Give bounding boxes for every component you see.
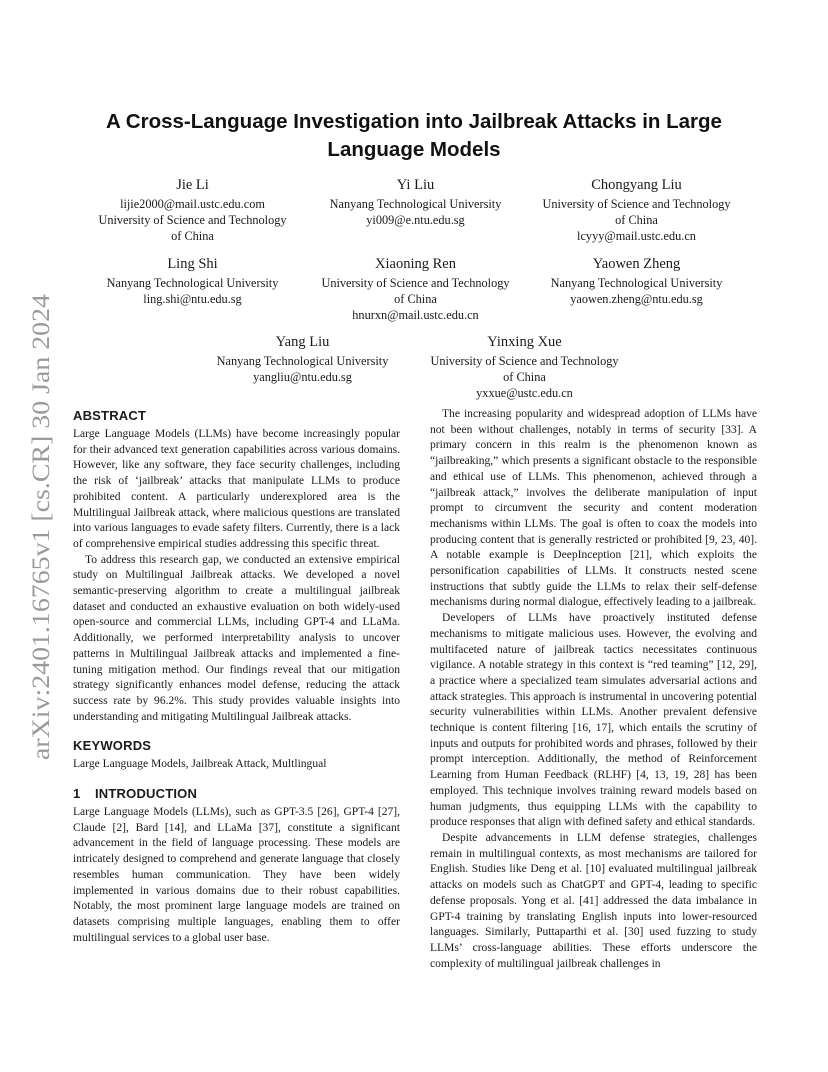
author-name: Yaowen Zheng bbox=[592, 256, 681, 272]
abstract-heading: ABSTRACT bbox=[73, 408, 147, 423]
author-affiliation: Nanyang Technological University bbox=[106, 276, 279, 290]
right-column bbox=[430, 407, 757, 972]
author-affiliation: University of Science and Technology bbox=[321, 276, 510, 290]
author-email: hnurxn@mail.ustc.edu.cn bbox=[352, 308, 479, 322]
author-email: lijie2000@mail.ustc.edu.com bbox=[120, 197, 265, 211]
author-email: yaowen.zheng@ntu.edu.sg bbox=[570, 292, 703, 306]
author-name: Xiaoning Ren bbox=[375, 256, 456, 272]
author-affiliation-cont: of China bbox=[615, 213, 658, 227]
author-name: Chongyang Liu bbox=[591, 177, 682, 193]
abstract-paragraph-1: Large Language Models (LLMs) have become increasingly popular for their advanced text generation capabilities across various domains. However, like any software, they face security challenges, including the risk of ‘jailbreak’ attacks that manipulate LLMs to produce prohibited content. A particularly underexplored area is the Multilingual Jailbreak attack, where malicious questions are translated into various languages to evade safety filters. Currently, there is a lack of comprehensive empirical studies addressing this specific threat. bbox=[73, 428, 400, 550]
author-affiliation: University of Science and Technology bbox=[98, 213, 287, 227]
author-email: yxxue@ustc.edu.cn bbox=[476, 386, 573, 400]
paper-title: A Cross-Language Investigation into Jailbreak Attacks in Large Language Models bbox=[106, 110, 722, 161]
introduction-heading bbox=[73, 785, 400, 803]
author-5 bbox=[303, 254, 528, 323]
author-affiliation: Nanyang Technological University bbox=[216, 354, 389, 368]
author-email: lcyyy@mail.ustc.edu.cn bbox=[577, 229, 696, 243]
author-6 bbox=[524, 254, 749, 307]
keywords-heading: KEYWORDS bbox=[73, 738, 152, 754]
author-email: yi009@e.ntu.edu.sg bbox=[366, 213, 465, 227]
author-name: Yi Liu bbox=[396, 177, 435, 193]
author-affiliation-cont: of China bbox=[171, 229, 214, 243]
left-column bbox=[73, 407, 400, 946]
right-paragraph-1: The increasing popularity and widespread adoption of LLMs have not been without challenges, notably in terms of security [33]. A primary concern in this realm is the phenomenon known as “jailbreaking,” which presents a significant obstacle to the responsible and ethical use of LLMs. This phenomenon, achieved through a “jailbreak attack,” involves the deliberate manipulation of input prompt to circumvent the security and content moderation mechanisms within LLMs. The goal is often to coax the models into producing content that is generally restricted or prohibited [9, 23, 40]. A notable example is DeepInception [21], which exploits the personification capabilities of LLMs. It constructs nested scene instructions that subtly guide the LLMs to relax their self-defense mechanisms during normal dialogue, effectively leading to a jailbreak. bbox=[430, 408, 757, 609]
arxiv-watermark-text: arXiv:2401.16765v1 [cs.CR] 30 Jan 2024 bbox=[28, 341, 55, 760]
right-paragraph-2: Developers of LLMs have proactively instituted defense mechanisms to mitigate malicious uses. However, the evolving and multifaceted nature of jailbreak tactics necessitates continuous vigilance. A notable strategy in this context is “red teaming” [12, 29], a practice where a specialized team simulates adversarial actions and attack strategies. This approach is instrumental in uncovering potential security vulnerabilities within LLMs. Another prevalent defensive technique is content filtering [16, 17], which entails the scrutiny of inputs and outputs for prohibited words and phrases, followed by their prompt interception. Additionally, the method of Reinforcement Learning from Human Feedback (RLHF) [4, 13, 19, 28] has been employed. This technique involves training reward models based on human judgments, thus equipping LLMs with the capability to produce responses that align with defined safety and ethical standards. bbox=[430, 612, 757, 829]
author-affiliation-cont: of China bbox=[394, 292, 437, 306]
author-email: yangliu@ntu.edu.sg bbox=[253, 370, 352, 384]
author-affiliation: University of Science and Technology bbox=[430, 354, 619, 368]
author-affiliation: Nanyang Technological University bbox=[550, 276, 723, 290]
author-3 bbox=[524, 175, 749, 244]
right-paragraph-3: Despite advancements in LLM defense strategies, challenges remain in multilingual contexts, as most mechanisms are tailored for English. Studies like Deng et al. [10] evaluated multilingual jailbreak attacks on models such as ChatGPT and GPT-4, leading to specific defense proposals. Yong et al. [41] addressed the data imbalance in GPT-4 training by translating English inputs into lower-resourced languages. Similarly, Puttaparthi et al. [30] used fuzzing to study LLMs’ cross-language abilities. These efforts underscore the complexity of multilingual jailbreak challenges in bbox=[430, 831, 757, 970]
abstract-paragraph-2: To address this research gap, we conducted an extensive empirical study on Multilingual Jailbreak attacks. We developed a novel semantic-preserving algorithm to create a multilingual jailbreak dataset and conducted an exhaustive evaluation on both widely-used open-source and commercial LLMs, including GPT-4 and LLaMa. Additionally, we performed interpretability analysis to uncover patterns in Multilingual Jailbreak attacks and implemented a fine-tuning mitigation method. Our findings reveal that our mitigation strategy significantly enhances model defense, reducing the attack success rate by 96.2%. This study provides valuable insights into understanding and mitigating Multilingual Jailbreak attacks. bbox=[73, 553, 400, 723]
author-affiliation: Nanyang Technological University bbox=[329, 197, 502, 211]
author-name: Yinxing Xue bbox=[487, 334, 562, 350]
author-affiliation: University of Science and Technology bbox=[542, 197, 731, 211]
section-title: INTRODUCTION bbox=[95, 786, 198, 802]
author-name: Ling Shi bbox=[167, 256, 218, 272]
author-affiliation-cont: of China bbox=[503, 370, 546, 384]
keywords-text: Large Language Models, Jailbreak Attack, Multlingual bbox=[73, 758, 327, 771]
author-name: Jie Li bbox=[176, 177, 209, 193]
author-2 bbox=[303, 175, 528, 228]
author-name: Yang Liu bbox=[275, 334, 330, 350]
author-email: ling.shi@ntu.edu.sg bbox=[143, 292, 242, 306]
arxiv-watermark bbox=[22, 290, 56, 760]
author-8 bbox=[412, 332, 637, 401]
section-number: 1 bbox=[73, 786, 81, 802]
author-7 bbox=[190, 332, 415, 385]
introduction-paragraph-1: Large Language Models (LLMs), such as GPT-3.5 [26], GPT-4 [27], Claude [2], Bard [14], and LLaMa [37], constitute a significant advancement in the field of language processing. These models are intricately designed to comprehend and generate language that closely resembles human communication. They have been widely implemented in various domains due to their robust capabilities. Notably, the most prominent large language models are trained on datasets comprising multiple languages, enabling them to offer multilingual services to a global user base. bbox=[73, 806, 400, 944]
author-1 bbox=[80, 175, 305, 244]
author-4 bbox=[80, 254, 305, 307]
